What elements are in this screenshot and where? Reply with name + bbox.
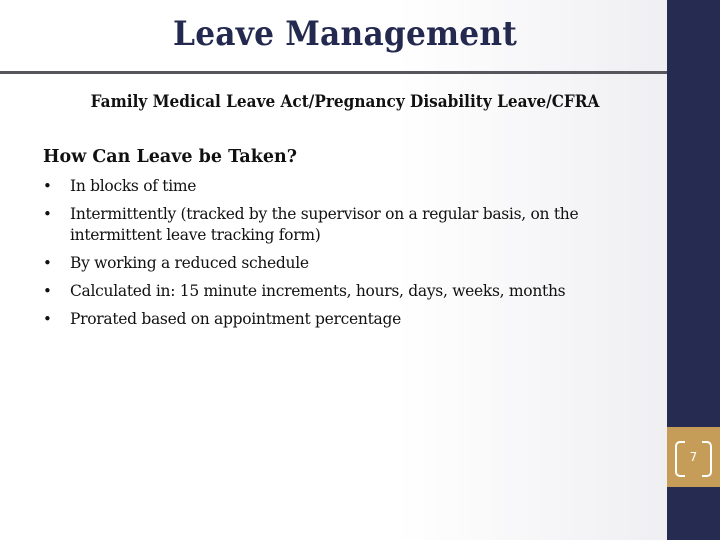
bullet-icon: • (43, 282, 52, 300)
bullet-list (43, 176, 653, 337)
list-item (43, 204, 653, 246)
bullet-text: In blocks of time (70, 177, 197, 195)
bullet-text: Prorated based on appointment percentage (70, 310, 401, 328)
page-number-badge (667, 427, 720, 487)
bullet-text: Calculated in: 15 minute increments, hours, days, weeks, months (70, 282, 566, 300)
bullet-text: By working a reduced schedule (70, 254, 309, 272)
bullet-icon: • (43, 177, 52, 195)
list-item (43, 309, 653, 330)
slide-title: Leave Management (173, 14, 517, 54)
bullet-icon: • (43, 205, 52, 223)
bullet-icon: • (43, 310, 52, 328)
list-item (43, 253, 653, 274)
page-number: 7 (689, 450, 698, 464)
section-heading: How Can Leave be Taken? (43, 147, 298, 167)
bullet-icon: • (43, 254, 52, 272)
bullet-text: Intermittently (tracked by the supervisor on a regular basis, on the intermittent leave tracking form) (70, 205, 579, 244)
list-item (43, 176, 653, 197)
title-divider (0, 71, 667, 74)
slide-subtitle: Family Medical Leave Act/Pregnancy Disability Leave/CFRA (90, 92, 600, 112)
list-item (43, 281, 653, 302)
